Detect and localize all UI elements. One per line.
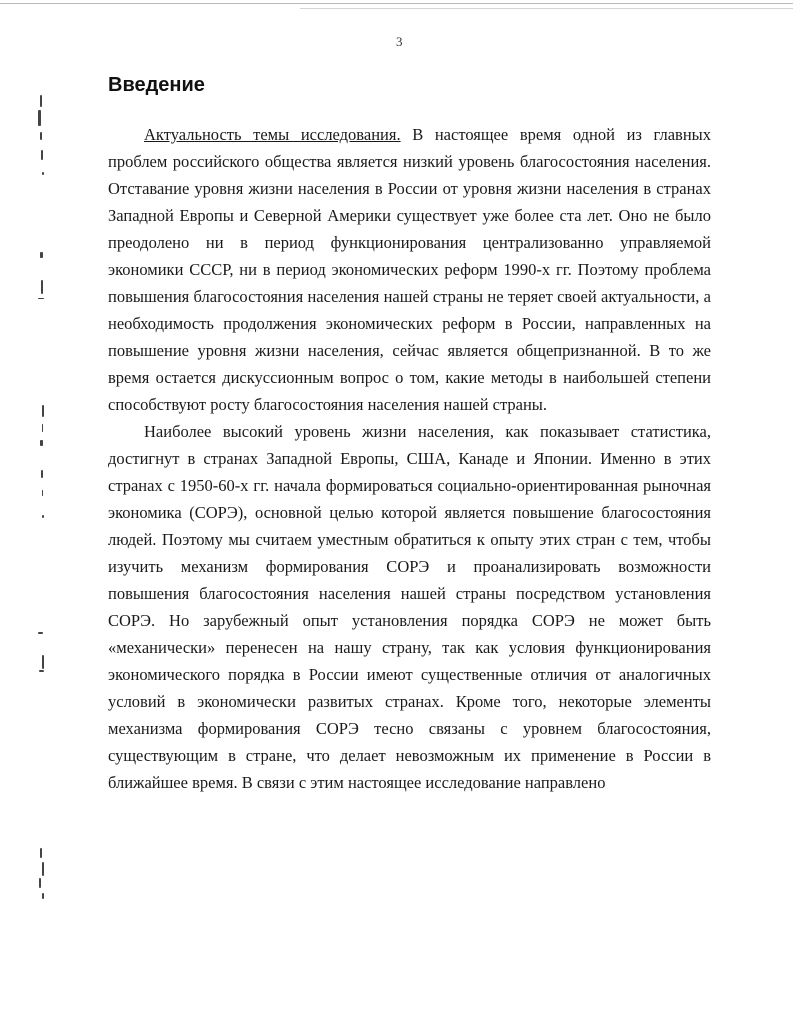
margin-mark xyxy=(39,878,41,888)
scan-top-edge-line xyxy=(0,3,793,4)
margin-mark xyxy=(42,172,44,175)
margin-mark xyxy=(39,670,44,672)
body-text xyxy=(108,121,711,796)
paragraph-living-standards: Наиболее высокий уровень жизни населения, как показывает статистика, достигнут в странах Западной Европы, США, Канаде и Японии. Именно в этих странах с 1950-60-х гг. начала формироваться социально-ориентированная рыночная экономика (СОРЭ), основной целью которой является повышение благосостояния людей. Поэтому мы считаем уместным обратиться к опыту этих стран с тем, чтобы изучить механизм формирования СОРЭ и проанализировать возможности повышения благосостояния населения нашей страны посредством установления СОРЭ. Но зарубежный опыт установления порядка СОРЭ не может быть «механически» перенесен на нашу страну, так как условия функционирования экономического порядка в России имеют существенные отличия от аналогичных условий в экономически развитых странах. Кроме того, некоторые элементы механизма формирования СОРЭ тесно связаны с уровнем благосостояния, существующим в стране, что делает невозможным их применение в России в ближайшее время. В связи с этим настоящее исследование направлено xyxy=(108,422,711,792)
margin-mark xyxy=(40,252,43,258)
margin-mark xyxy=(42,405,44,417)
section-heading: Введение xyxy=(108,74,205,96)
page-number: 3 xyxy=(396,34,403,49)
margin-mark xyxy=(42,515,44,518)
scan-top-edge-line-secondary xyxy=(300,8,793,9)
margin-mark xyxy=(38,632,43,634)
margin-mark xyxy=(42,893,44,899)
margin-mark xyxy=(41,280,43,294)
margin-mark xyxy=(38,110,41,126)
margin-mark xyxy=(42,490,43,496)
margin-mark xyxy=(42,862,44,876)
margin-mark xyxy=(41,150,43,160)
relevance-lead-phrase: Актуальность темы исследования. xyxy=(144,125,401,144)
margin-mark xyxy=(42,655,44,669)
margin-mark xyxy=(40,848,42,858)
relevance-paragraph-text: В настоящее время одной из главных проблем российского общества является низкий уровень благосостояния населения. Отставание уровня жизни населения в России от уровня жизни населения в странах Западной Европы и Северной Америки существует уже более ста лет. Оно не было преодолено ни в период функционирования централизованно управляемой экономики СССР, ни в период экономических реформ 1990-х гг. Поэтому проблема повышения благосостояния населения нашей страны не теряет своей актуальности, а необходимость продолжения экономических реформ в России, направленных на повышение уровня жизни населения, сейчас является общепризнанной. В то же время остается дискуссионным вопрос о том, какие методы в наибольшей степени способствуют росту благосостояния населения нашей страны. xyxy=(108,125,711,414)
margin-mark xyxy=(40,440,43,446)
margin-mark xyxy=(38,298,44,299)
margin-mark xyxy=(41,470,43,478)
margin-mark xyxy=(42,424,43,432)
margin-mark xyxy=(40,95,42,107)
paragraph-relevance xyxy=(108,121,711,418)
margin-mark xyxy=(40,132,42,140)
